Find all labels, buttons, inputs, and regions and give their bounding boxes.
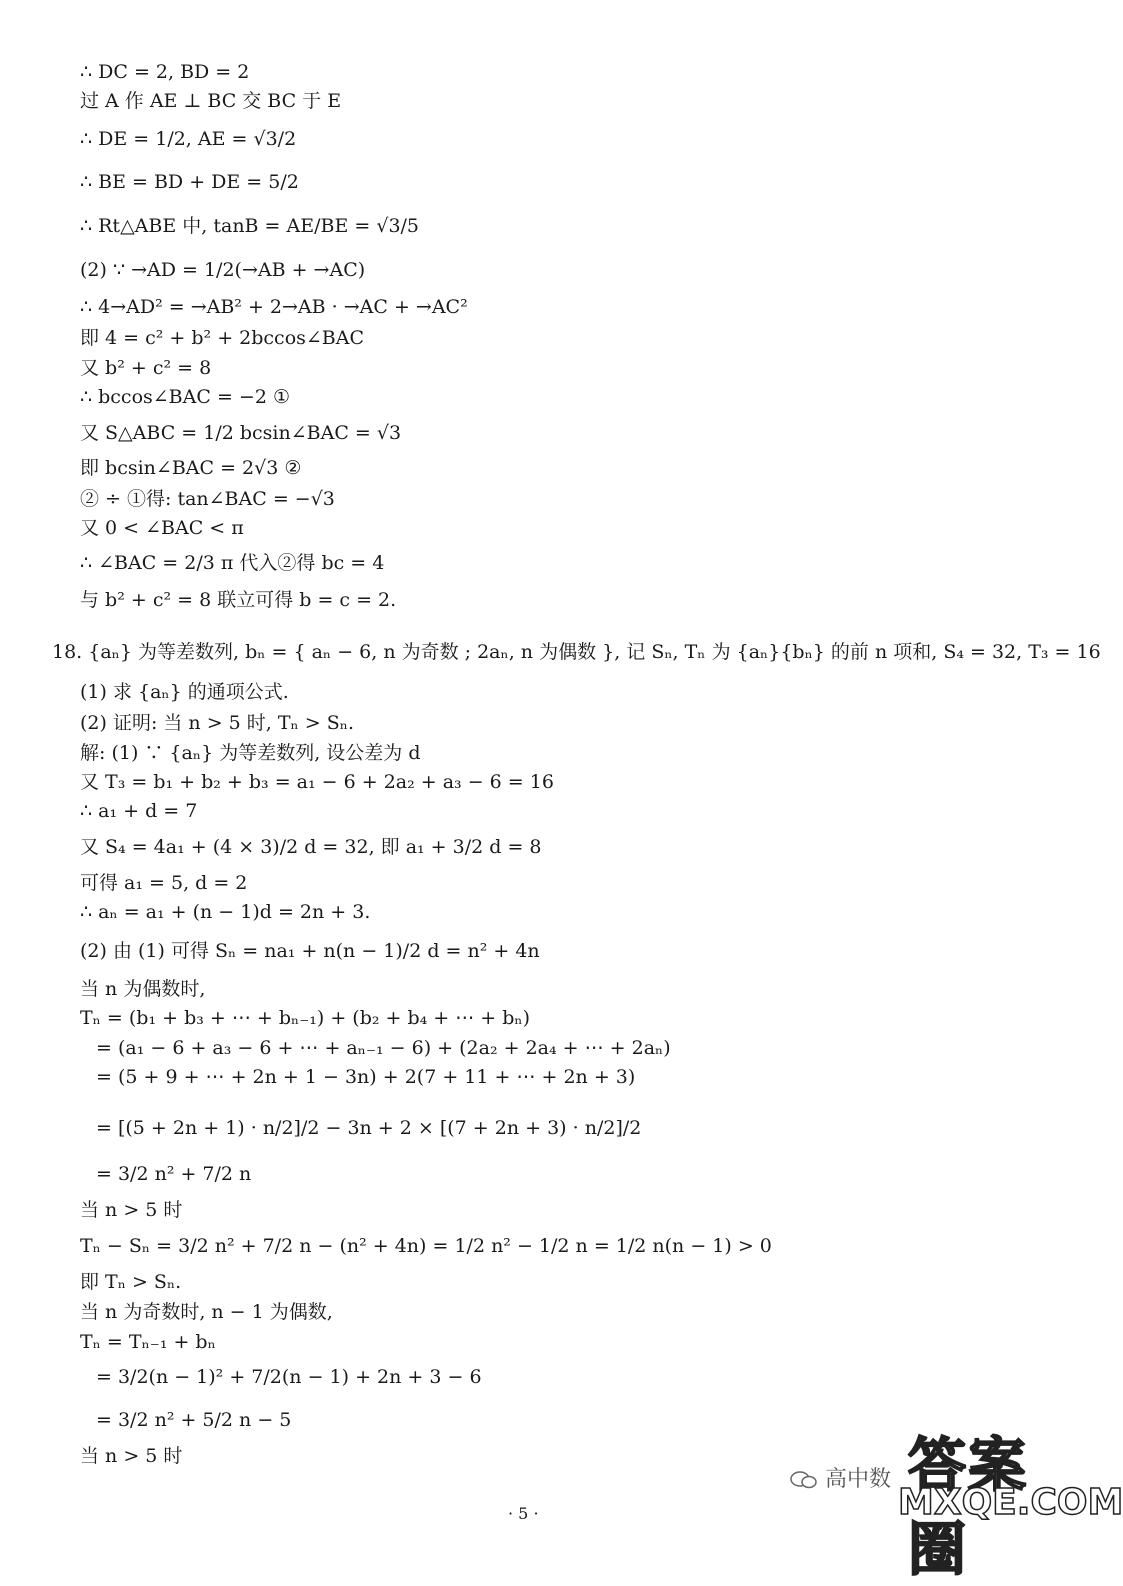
wechat-watermark-text: 高中数 — [825, 1467, 892, 1492]
logo-site-text: MXQE.COM — [898, 1482, 1123, 1523]
text-line: 当 n > 5 时 — [80, 1199, 183, 1221]
text-line: 即 Tₙ > Sₙ. — [80, 1271, 182, 1293]
text-line: ∴ DC = 2, BD = 2 — [80, 61, 250, 83]
page-number: · 5 · — [508, 1504, 539, 1523]
text-line: ∴ ∠BAC = 2/3 π 代入②得 bc = 4 — [80, 552, 385, 574]
text-line: ∴ 4→AD² = →AB² + 2→AB · →AC + →AC² — [80, 296, 468, 318]
text-line: 可得 a₁ = 5, d = 2 — [80, 872, 248, 894]
question-18-stem: 18. {aₙ} 为等差数列, bₙ = { aₙ − 6, n 为奇数 ; 2aₙ, n 为偶数 }, 记 Sₙ, Tₙ 为 {aₙ}{bₙ} 的前 n 项和, S₄ = 32, T₃ = 16 — [52, 641, 1101, 663]
text-line: Tₙ = (b₁ + b₃ + ⋯ + bₙ₋₁) + (b₂ + b₄ + ⋯ + bₙ) — [80, 1007, 531, 1029]
text-line: 又 0 < ∠BAC < π — [80, 517, 244, 539]
text-line: ∴ Rt△ABE 中, tanB = AE/BE = √3/5 — [80, 215, 420, 237]
text-line: ∴ bccos∠BAC = −2 ① — [80, 386, 290, 408]
text-line: = 3/2 n² + 5/2 n − 5 — [96, 1409, 292, 1431]
text-line: = (a₁ − 6 + a₃ − 6 + ⋯ + aₙ₋₁ − 6) + (2a₂ + 2a₄ + ⋯ + 2aₙ) — [96, 1037, 671, 1059]
text-line: ② ÷ ①得: tan∠BAC = −√3 — [80, 488, 335, 510]
text-line: (2) 证明: 当 n > 5 时, Tₙ > Sₙ. — [80, 712, 355, 734]
wechat-watermark — [790, 1462, 891, 1493]
text-line: 又 T₃ = b₁ + b₂ + b₃ = a₁ − 6 + 2a₂ + a₃ − 6 = 16 — [80, 771, 554, 793]
text-line: (1) 求 {aₙ} 的通项公式. — [80, 681, 289, 703]
text-line: (2) 由 (1) 可得 Sₙ = na₁ + n(n − 1)/2 d = n² + 4n — [80, 940, 540, 962]
text-line: ∴ a₁ + d = 7 — [80, 800, 198, 822]
text-line: 当 n 为奇数时, n − 1 为偶数, — [80, 1301, 333, 1323]
wechat-icon — [790, 1470, 818, 1490]
text-line: 又 b² + c² = 8 — [80, 357, 212, 379]
text-line: = [(5 + 2n + 1) · n/2]/2 − 3n + 2 × [(7 + 2n + 3) · n/2]/2 — [96, 1117, 642, 1139]
text-line: 解: (1) ∵ {aₙ} 为等差数列, 设公差为 d — [80, 742, 421, 764]
text-line: 当 n > 5 时 — [80, 1445, 183, 1467]
text-line: (2) ∵ →AD = 1/2(→AB + →AC) — [80, 259, 366, 281]
text-line: 即 4 = c² + b² + 2bccos∠BAC — [80, 327, 365, 349]
text-line: = 3/2(n − 1)² + 7/2(n − 1) + 2n + 3 − 6 — [96, 1366, 482, 1388]
text-line: ∴ aₙ = a₁ + (n − 1)d = 2n + 3. — [80, 901, 371, 923]
text-line: ∴ BE = BD + DE = 5/2 — [80, 171, 299, 193]
text-line: 即 bcsin∠BAC = 2√3 ② — [80, 457, 302, 479]
text-line: 过 A 作 AE ⊥ BC 交 BC 于 E — [80, 90, 342, 112]
text-line: Tₙ − Sₙ = 3/2 n² + 7/2 n − (n² + 4n) = 1/2 n² − 1/2 n = 1/2 n(n − 1) > 0 — [80, 1235, 772, 1257]
text-line: = (5 + 9 + ⋯ + 2n + 1 − 3n) + 2(7 + 11 + ⋯ + 2n + 3) — [96, 1066, 636, 1088]
text-line: 当 n 为偶数时, — [80, 978, 206, 1000]
text-line: 又 S△ABC = 1/2 bcsin∠BAC = √3 — [80, 422, 402, 444]
logo-mark: 答案圈 — [908, 1431, 1029, 1583]
text-line: 又 S₄ = 4a₁ + (4 × 3)/2 d = 32, 即 a₁ + 3/2 d = 8 — [80, 836, 542, 858]
text-line: 与 b² + c² = 8 联立可得 b = c = 2. — [80, 589, 397, 611]
text-line: ∴ DE = 1/2, AE = √3/2 — [80, 128, 297, 150]
text-line: = 3/2 n² + 7/2 n — [96, 1163, 252, 1185]
site-logo-watermark — [898, 1418, 1123, 1583]
text-line: Tₙ = Tₙ₋₁ + bₙ — [80, 1331, 216, 1353]
